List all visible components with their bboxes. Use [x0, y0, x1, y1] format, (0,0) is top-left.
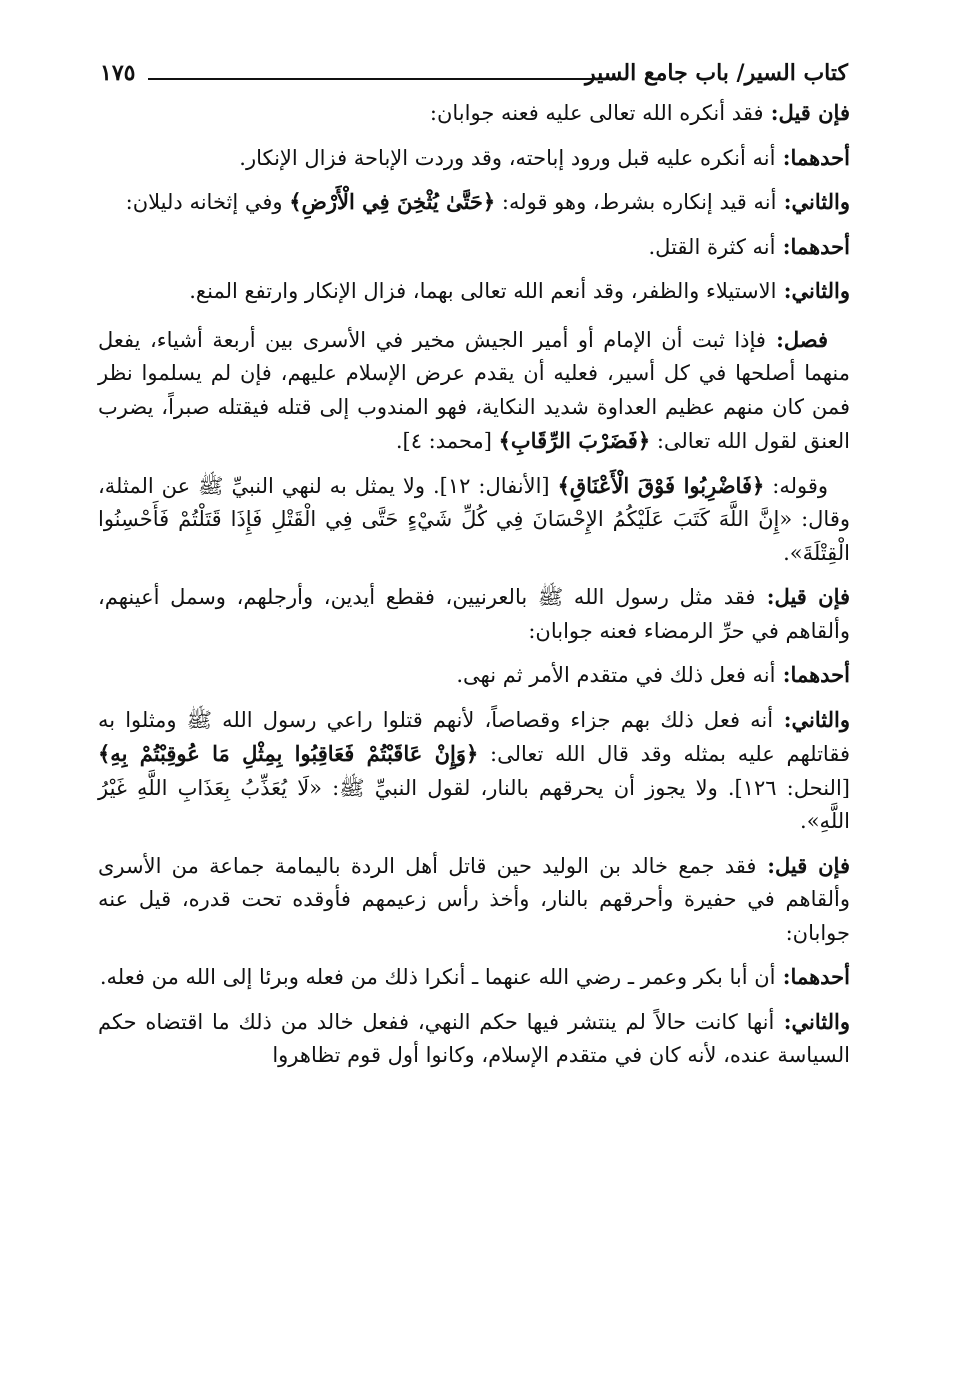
paragraph-text: أنه كثرة القتل.: [648, 234, 776, 259]
quran-verse: ﴿وَإِنْ عَاقَبْتُمْ فَعَاقِبُوا بِمِثْلِ مَا عُوقِبْتُمْ بِهِ﴾: [98, 741, 479, 766]
paragraph-12: [98, 960, 850, 995]
paragraph-8: [98, 580, 850, 648]
paragraph-11: [98, 849, 850, 951]
running-header: [100, 60, 848, 92]
quran-verse: ﴿حَتَّىٰ يُثْخِنَ فِي الْأَرْضِ﴾: [289, 189, 496, 214]
paragraph-text: فقد أنكره الله تعالى عليه فعنه جوابان:: [429, 101, 764, 125]
paragraph-text: فإذا ثبت أن الإمام أو أمير الجيش مخير في الأسرى بين أربعة أشياء، يفعل منهما أصلحها في كل أسير، فعليه أن يقدم عرض الإسلام عليهم، فإن لم يسلموا نظر فمن كان منهم عظيم العداوة شديد النكاية، فهو المندوب إلى قتله فيقتله صبراً، يضرب العنق لقول الله تعالى:: [98, 327, 850, 453]
paragraph-2: [98, 141, 850, 176]
paragraph-lead: والثاني:: [773, 706, 850, 732]
paragraph-text: وقوله:: [764, 473, 829, 498]
paragraph-lead: والثاني:: [776, 189, 850, 214]
paragraph-lead: والثاني:: [774, 1008, 850, 1034]
paragraph-7: [98, 469, 850, 571]
quran-verse: ﴿فَضَرْبَ الرِّقَابِ﴾: [498, 428, 651, 453]
header-title: كتاب السير/ باب جامع السير: [585, 60, 848, 86]
paragraph-5: [98, 274, 850, 309]
paragraph-lead: فإن قيل:: [755, 584, 851, 609]
paragraph-text-continued: وفي إثخانه دليلان:: [125, 190, 290, 214]
paragraph-1: [98, 96, 850, 131]
paragraph-text: أنه قيد إنكاره بشرط، وهو قوله:: [495, 190, 777, 214]
paragraph-4: [98, 230, 850, 265]
page-number: ١٧٥: [100, 60, 136, 86]
section-lead: فصل:: [765, 326, 828, 352]
paragraph-text: أنها كانت حالاً لم ينتشر فيها حكم النهي، ففعل خالد من ذلك ما اقتضاه حكم السياسة عنده، لأنه كان في متقدم الإسلام، وكانوا أول قوم تظاهروا: [98, 1009, 850, 1067]
paragraph-lead: أحدهما:: [775, 233, 850, 259]
paragraph-text: فقد جمع خالد بن الوليد حين قاتل أهل الردة باليمامة جماعة من الأسرى وألقاهم في حفيرة وأحرقهم بالنار، وأخذ رأس زعيمهم فأوقده تحت قدره، قيل عنه جوابان:: [98, 853, 850, 945]
paragraph-13: [98, 1005, 850, 1073]
paragraph-text: أنه فعل ذلك في متقدم الأمر ثم نهى.: [456, 663, 776, 687]
paragraph-lead: أحدهما:: [775, 662, 850, 687]
paragraph-6: [98, 323, 850, 459]
paragraph-text-continued: [محمد: ٤].: [395, 429, 499, 453]
paragraph-text: أنه فعل ذلك بهم جزاء وقصاصاً، لأنهم قتلوا راعي رسول الله ﷺ ومثلوا به فقاتلهم عليه بمثله وقد قال الله تعالى:: [98, 707, 850, 766]
paragraph-9: [98, 658, 850, 693]
paragraph-text: فقد مثل رسول الله ﷺ بالعرنيين، فقطع أيدين، وأرجلهم، وسمل أعينهم، وألقاهم في حرِّ الرمضاء فعنه جوابان:: [98, 585, 850, 643]
header-rule: [148, 78, 618, 80]
paragraph-text: أنه أنكره عليه قبل ورود إباحته، وقد وردت الإباحة فزال الإنكار.: [239, 145, 776, 170]
paragraph-lead: أحدهما:: [775, 144, 850, 170]
paragraph-10: [98, 703, 850, 839]
paragraph-text: أن أبا بكر وعمر ـ رضي الله عنهما ـ أنكرا ذلك من فعله وبرئا إلى الله من فعله.: [99, 965, 776, 989]
paragraph-text-continued: [الأنفال: ١٢]. ولا يمثل به لنهي النبيِّ ﷺ عن المثلة، وقال: «إِنَّ اللَّهَ كَتَبَ عَلَيْكُمُ الإِحْسَانَ فِي كُلِّ شَيْءٍ حَتَّى فِي الْقَتْلِ فَإِذَا قَتَلْتُمْ فَأَحْسِنُوا الْقِتْلَةَ».: [98, 473, 850, 565]
quran-verse: ﴿فَاضْرِبُوا فَوْقَ الْأَعْنَاقِ﴾: [557, 472, 765, 498]
paragraph-text: الاستيلاء والظفر، وقد أنعم الله تعالى بهما، فزال الإنكار وارتفع المنع.: [189, 279, 777, 303]
paragraph-3: [98, 185, 850, 220]
paragraph-lead: أحدهما:: [775, 964, 850, 989]
paragraph-lead: فإن قيل:: [763, 100, 850, 125]
paragraph-text-continued: [النحل: ١٢٦]. ولا يجوز أن يحرقهم بالنار، لقول النبيِّ ﷺ: «لَا يُعَذِّبُ بِعَذَابِ اللَّهِ غَيْرُ اللَّهِ».: [98, 775, 850, 833]
paragraph-lead: والثاني:: [776, 278, 850, 303]
paragraph-lead: فإن قيل:: [756, 852, 850, 878]
page-body: [98, 96, 850, 1083]
